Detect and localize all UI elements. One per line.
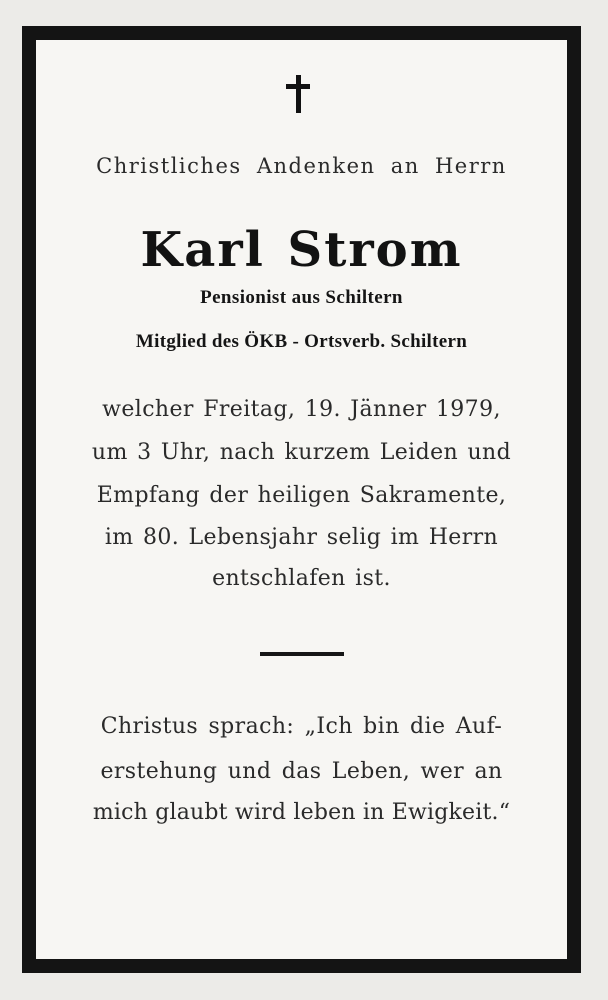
membership-line: Mitglied des ÖKB - Ortsverb. Schiltern — [135, 331, 468, 352]
cross-icon — [286, 75, 310, 113]
quote-line: Christus sprach: „Ich bin die Auf- — [100, 714, 503, 739]
intro-line: Christliches Andenken an Herrn — [96, 154, 507, 178]
body-line: Empfang der heiligen Sakramente, — [96, 483, 507, 508]
quote-line: erstehung und das Leben, wer an — [100, 759, 503, 784]
body-line: im 80. Lebensjahr selig im Herrn — [104, 525, 499, 550]
body-line: entschlafen ist. — [212, 566, 391, 591]
occupation-line: Pensionist aus Schiltern — [200, 287, 403, 308]
quote-line: mich glaubt wird leben in Ewigkeit.“ — [92, 800, 511, 825]
body-line: um 3 Uhr, nach kurzem Leiden und — [91, 440, 512, 465]
body-line: welcher Freitag, 19. Jänner 1979, — [102, 397, 501, 422]
deceased-name: Karl Strom — [140, 222, 463, 278]
divider-rule — [260, 652, 344, 656]
